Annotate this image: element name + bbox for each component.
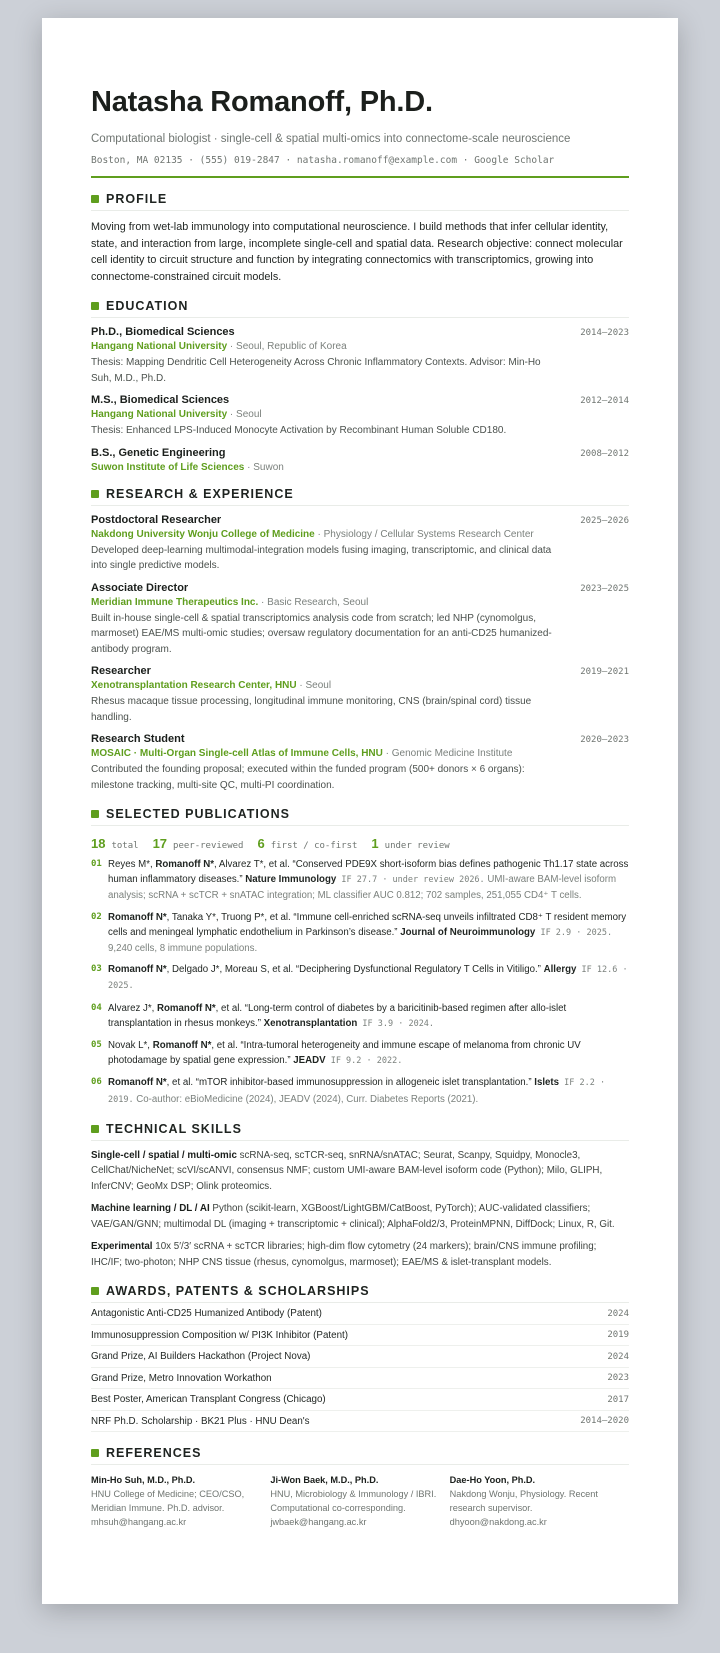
section-header	[91, 299, 629, 318]
self-author: Romanoff N*	[108, 911, 167, 923]
institution: Hangang National University	[91, 341, 228, 352]
stat-count: 18	[91, 836, 106, 851]
location: · Genomic Medicine Institute	[382, 748, 513, 759]
date-range: 2020–2023	[580, 735, 629, 745]
location: · Seoul	[227, 409, 262, 420]
publication-item	[91, 962, 629, 994]
reference-card	[450, 1473, 629, 1529]
education-entry	[91, 447, 629, 473]
award-name: Grand Prize, Metro Innovation Workathon	[91, 1372, 272, 1384]
education-entry	[91, 326, 629, 386]
award-row	[91, 1368, 629, 1390]
skill-group	[91, 1148, 629, 1195]
reference-detail: Nakdong Wonju, Physiology. Recent research supervisor.	[449, 1489, 598, 1514]
award-name: Grand Prize, AI Builders Hackathon (Project Nova)	[91, 1351, 311, 1363]
self-author: Romanoff N*	[155, 859, 215, 870]
skill-label: Experimental	[91, 1241, 153, 1253]
header-divider	[91, 176, 629, 178]
publication-note: UMI-aware BAM-level isoform analysis; scRNA + scTCR + snATAC integration; ML classifier AUC 0.812; 702 samples, 251,055 CD4⁺ T cells.	[108, 874, 617, 902]
section-marker-icon	[91, 490, 99, 498]
date-range: 2008–2012	[580, 448, 629, 459]
citation: , et al. “Long-term control of diabetes by a baricitinib-based regimen after allo-islet transplantation in rhesus monkeys.”	[108, 1002, 567, 1029]
skill-group	[91, 1239, 629, 1270]
section-title: RESEARCH & EXPERIENCE	[106, 486, 294, 501]
citation: , et al. “mTOR inhibitor-based immunosuppression in allogeneic islet transplantation.”	[166, 1077, 535, 1089]
role-detail: Contributed the founding proposal; executed within the funded program (500+ donors × 6 organs): milestone tracking, multi-site QC, multi-PI coordination.	[91, 764, 525, 791]
awards-section	[91, 1284, 629, 1432]
reference-email[interactable]: dhyoon@nakdong.ac.kr	[449, 1517, 547, 1528]
journal: Nature Immunology	[245, 874, 337, 886]
publication-number: 03	[91, 964, 102, 975]
stat-label: total	[111, 841, 139, 851]
publication-number: 02	[91, 911, 102, 922]
experience-section	[91, 487, 629, 794]
award-year: 2024	[607, 1308, 629, 1319]
citation: , et al. “Intra-tumoral heterogeneity and immune escape of melanoma from chronic UV photodamage by spatial gene expression.”	[108, 1040, 581, 1067]
location: · Seoul, Republic of Korea	[227, 341, 347, 352]
citation: , Alvarez T*, et al. “Conserved PDE9X short-isoform bias defines pathogenic Th1.17 state across human inflammatory diseases.”	[108, 859, 629, 886]
stat-label: first / co-first	[270, 841, 358, 851]
resume-page	[42, 18, 678, 1604]
role-detail: Developed deep-learning multimodal-integration models fusing imaging, transcriptomic, and clinical data into single predictive models.	[91, 544, 552, 571]
impact-meta: IF 9.2 · 2022.	[325, 1056, 403, 1067]
self-author: Romanoff N*	[157, 1002, 216, 1014]
date-range: 2012–2014	[580, 396, 629, 406]
degree-title: B.S., Genetic Engineering	[91, 446, 226, 459]
organization: MOSAIC · Multi-Organ Single-cell Atlas of Immune Cells, HNU	[91, 748, 383, 759]
skills-section	[91, 1122, 629, 1271]
reference-name: Ji-Won Baek, M.D., Ph.D.	[270, 1475, 379, 1486]
publication-item	[91, 1075, 629, 1107]
skill-text: scRNA-seq, scTCR-seq, snRNA/snATAC; Seurat, Scanpy, Squidpy, Monocle3, CellChat/NicheNet; scVI/scANVI, consensus NMF; custom UMI-aware BAM-level isoform code (Python); Milo, GLIPH, InferCNV; GeoMx DSP; Olink proteomics.	[91, 1149, 603, 1192]
award-row	[91, 1389, 629, 1411]
award-name: Antagonistic Anti-CD25 Humanized Antibody (Patent)	[91, 1308, 322, 1320]
citation: , Delgado J*, Moreau S, et al. “Deciphering Dysfunctional Regulatory T Cells in Vitiligo.”	[166, 964, 544, 976]
location: · Physiology / Cellular Systems Research Center	[314, 528, 534, 540]
section-title: TECHNICAL SKILLS	[106, 1121, 242, 1136]
award-year: 2019	[607, 1330, 629, 1341]
publication-number: 06	[91, 1077, 102, 1088]
stat-count: 1	[371, 836, 379, 851]
publications-section	[91, 807, 629, 1108]
section-marker-icon	[91, 1449, 99, 1457]
award-year: 2024	[607, 1351, 629, 1362]
publication-number: 04	[91, 1002, 102, 1013]
stat-count: 6	[257, 836, 265, 851]
award-row	[91, 1411, 629, 1433]
reference-card	[91, 1473, 270, 1529]
section-marker-icon	[91, 302, 99, 310]
profile-section	[91, 192, 629, 285]
role-title: Associate Director	[91, 581, 189, 594]
experience-entry	[91, 665, 629, 725]
authors: Reyes M*,	[108, 859, 156, 870]
section-title: SELECTED PUBLICATIONS	[106, 807, 290, 821]
authors: Alvarez J*,	[108, 1002, 157, 1014]
journal: JEADV	[293, 1055, 326, 1067]
role-title: Researcher	[91, 665, 151, 677]
award-year: 2017	[607, 1394, 629, 1405]
skill-text: Python (scikit-learn, XGBoost/LightGBM/CatBoost, PyTorch); AUC-validated classifiers; VAE/GAN/GNN; multimodal DL (imaging + transcriptomic + clinical); AlphaFold2/3, ProteinMPNN, DiffDock; Linux, R, Git.	[91, 1203, 615, 1230]
role-detail: Rhesus macaque tissue processing, longitudinal immune monitoring, CNS (brain/spinal cord) tissue handling.	[91, 696, 532, 723]
organization: Meridian Immune Therapeutics Inc.	[91, 596, 259, 608]
stat-label: under review	[384, 841, 450, 851]
section-title: REFERENCES	[106, 1446, 202, 1461]
date-range: 2023–2025	[580, 583, 629, 594]
award-row	[91, 1303, 629, 1325]
reference-email[interactable]: mhsuh@hangang.ac.kr	[91, 1517, 187, 1528]
resume-name: Natasha Romanoff, Ph.D.	[91, 86, 433, 118]
role-detail: Built in-house single-cell & spatial transcriptomics analysis code from scratch; led NHP (cynomolgus, marmoset) EAE/MS multi-omic studies; oversaw regulatory documentation for an anti-CD25 humanized-antibody program.	[91, 612, 552, 655]
publication-item	[91, 1038, 629, 1069]
contact-line[interactable]: Boston, MA 02135 · (555) 019-2847 · natasha.romanoff@example.com · Google Scholar	[91, 155, 555, 166]
reference-email[interactable]: jwbaek@hangang.ac.kr	[270, 1517, 367, 1528]
organization: Nakdong University Wonju College of Medicine	[91, 528, 315, 540]
profile-text: Moving from wet-lab immunology into computational neuroscience. I build methods that infer cellular identity, state, and interaction from large, incomplete single-cell and spatial data. Research objective: connect molecular cell identity to circuit structure and function by integrating connectomics with transcriptomics, growing into connectome-constrained circuit models.	[91, 221, 623, 283]
education-section	[91, 299, 629, 473]
reference-name: Dae-Ho Yoon, Ph.D.	[449, 1475, 536, 1486]
journal: Islets	[534, 1077, 560, 1089]
journal: Allergy	[543, 964, 577, 976]
role-title: Research Student	[91, 733, 185, 745]
impact-meta: IF 3.9 · 2024.	[357, 1018, 435, 1029]
education-entry	[91, 394, 629, 439]
stat-count: 17	[152, 836, 168, 851]
authors: Novak L*,	[108, 1040, 153, 1052]
experience-entry	[91, 514, 629, 574]
impact-meta: IF 2.2 · 2019.	[108, 1078, 606, 1105]
skill-label: Machine learning / DL / AI	[91, 1203, 210, 1215]
self-author: Romanoff N*	[108, 1077, 167, 1089]
section-title: EDUCATION	[106, 299, 189, 313]
publication-note: 9,240 cells, 8 immune populations.	[108, 943, 258, 955]
location: · Suwon	[244, 461, 284, 473]
section-marker-icon	[91, 195, 99, 203]
location: · Basic Research, Seoul	[258, 596, 369, 608]
publication-item	[91, 857, 629, 904]
impact-meta: IF 27.7 · under review 2026.	[336, 875, 485, 886]
publication-stats	[91, 836, 629, 851]
skill-label: Single-cell / spatial / multi-omic	[91, 1149, 237, 1161]
organization: Xenotransplantation Research Center, HNU	[91, 680, 297, 691]
publication-item	[91, 910, 629, 957]
thesis-detail: Thesis: Enhanced LPS-Induced Monocyte Activation by Recombinant Human Soluble CD180.	[91, 425, 507, 436]
role-title: Postdoctoral Researcher	[91, 513, 222, 526]
publication-number: 05	[91, 1040, 102, 1051]
experience-entry	[91, 733, 629, 793]
award-row	[91, 1325, 629, 1347]
award-name: Best Poster, American Transplant Congress (Chicago)	[91, 1394, 326, 1406]
section-header	[91, 807, 629, 826]
impact-meta: IF 12.6 · 2025.	[108, 965, 628, 992]
journal: Xenotransplantation	[263, 1017, 358, 1029]
reference-list	[91, 1473, 629, 1529]
location: · Seoul	[296, 680, 332, 691]
self-author: Romanoff N*	[108, 964, 167, 976]
skill-text: 10x 5′/3′ scRNA + scTCR libraries; high-dim flow cytometry (24 markers); brain/CNS immune profiling; IHC/IF; two-photon; NHP CNS tissue (rhesus, cynomolgus, marmoset); EAE/MS & islet-transplant models.	[91, 1241, 597, 1268]
self-author: Romanoff N*	[152, 1040, 212, 1052]
experience-entry	[91, 582, 629, 658]
impact-meta: IF 2.9 · 2025.	[535, 927, 613, 938]
award-row	[91, 1346, 629, 1368]
award-name: Immunosuppression Composition w/ PI3K Inhibitor (Patent)	[91, 1329, 349, 1341]
section-header	[91, 1284, 629, 1303]
skill-group	[91, 1201, 629, 1232]
section-header	[91, 487, 629, 506]
award-name: NRF Ph.D. Scholarship · BK21 Plus · HNU Dean's	[91, 1415, 310, 1427]
citation: , Tanaka Y*, Truong P*, et al. “Immune cell-enriched scRNA-seq unveils infiltrated CD8⁺ T resident memory cells and meningeal lymphatic endothelium in Parkinson’s disease.”	[108, 911, 627, 938]
reference-card	[270, 1473, 449, 1529]
institution: Hangang National University	[91, 409, 228, 420]
resume-tagline: Computational biologist · single-cell & spatial multi-omics into connectome-scale neuroscience	[91, 133, 571, 145]
degree-title: M.S., Biomedical Sciences	[91, 394, 230, 406]
section-header	[91, 192, 629, 211]
reference-detail: HNU, Microbiology & Immunology / IBRI. Computational co-corresponding.	[270, 1489, 437, 1514]
publication-note: Co-author: eBioMedicine (2024), JEADV (2024), Curr. Diabetes Reports (2021).	[133, 1093, 479, 1105]
section-marker-icon	[91, 1125, 99, 1133]
reference-detail: HNU College of Medicine; CEO/CSO, Meridian Immune. Ph.D. advisor.	[91, 1489, 245, 1514]
section-header	[91, 1122, 629, 1141]
section-header	[91, 1446, 629, 1465]
references-section	[91, 1446, 629, 1529]
journal: Journal of Neuroimmunology	[400, 926, 536, 938]
date-range: 2014–2023	[580, 328, 629, 338]
section-title: AWARDS, PATENTS & SCHOLARSHIPS	[106, 1284, 370, 1299]
publication-number: 01	[91, 859, 102, 869]
award-year: 2014–2020	[580, 1416, 629, 1427]
reference-name: Min-Ho Suh, M.D., Ph.D.	[91, 1475, 196, 1486]
publication-item	[91, 1001, 629, 1032]
section-marker-icon	[91, 1287, 99, 1295]
section-title: PROFILE	[106, 192, 168, 206]
institution: Suwon Institute of Life Sciences	[91, 461, 245, 473]
section-marker-icon	[91, 810, 99, 818]
thesis-detail: Thesis: Mapping Dendritic Cell Heterogeneity Across Chronic Inflammatory Contexts. Advisor: Min-Ho Suh, M.D., Ph.D.	[91, 357, 541, 384]
award-year: 2023	[607, 1373, 629, 1384]
date-range: 2025–2026	[580, 515, 629, 526]
date-range: 2019–2021	[580, 667, 629, 677]
degree-title: Ph.D., Biomedical Sciences	[91, 326, 235, 338]
stat-label: peer-reviewed	[173, 841, 244, 851]
